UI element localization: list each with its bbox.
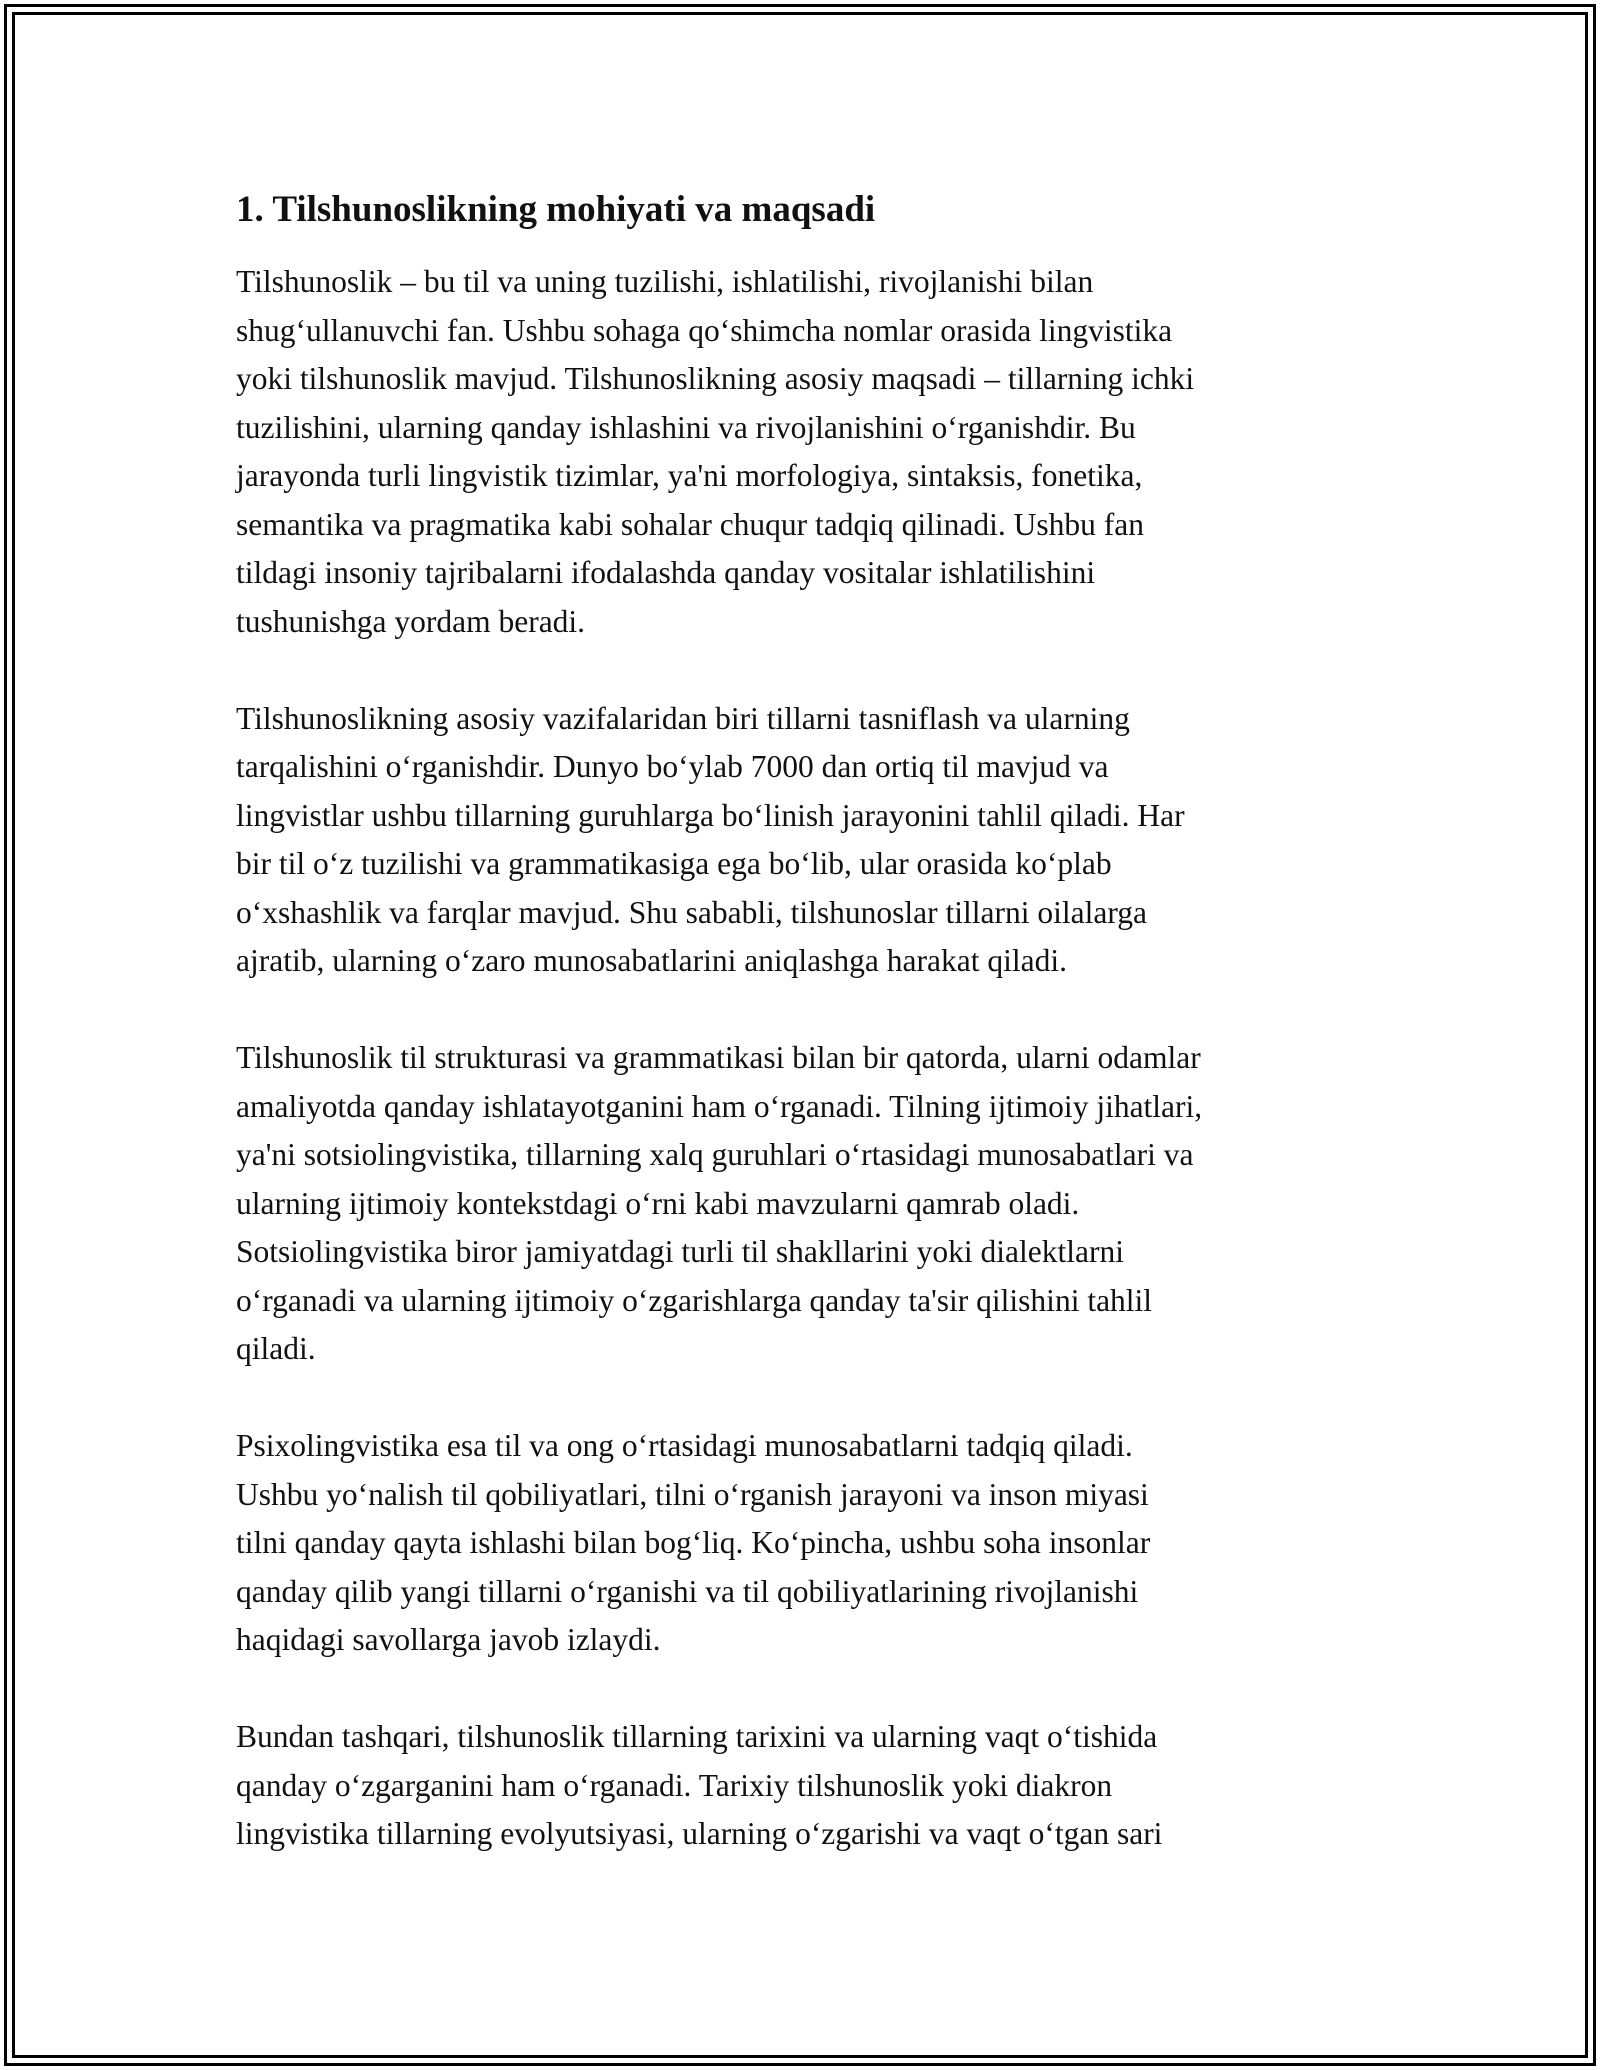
text-line: Tilshunoslikning asosiy vazifalaridan biri tillarni tasniflash va ularning	[236, 700, 1130, 736]
paragraph-3	[236, 1034, 1386, 1374]
text-line: o‘rganadi va ularning ijtimoiy o‘zgarishlarga qanday ta'sir qilishini tahlil	[236, 1282, 1153, 1318]
paragraph-1	[236, 258, 1386, 646]
text-line: Bundan tashqari, tilshunoslik tillarning tarixini va ularning vaqt o‘tishida	[236, 1719, 1158, 1754]
document-body	[236, 186, 1386, 1907]
text-line: ya'ni sotsiolingvistika, tillarning xalq guruhlari o‘rtasidagi munosabatlari va	[236, 1137, 1194, 1172]
text-line: lingvistika tillarning evolyutsiyasi, ularning o‘zgarishi va vaqt o‘tgan sari	[236, 1816, 1163, 1851]
text-line: tilni qanday qayta ishlashi bilan bog‘liq. Ko‘pincha, ushbu soha insonlar	[236, 1525, 1151, 1560]
text-line: tildagi insoniy tajribalarni ifodalashda qanday vositalar ishlatilishini	[236, 555, 1096, 590]
section-heading: 1. Tilshunoslikning mohiyati va maqsadi	[236, 189, 876, 230]
text-line: bir til o‘z tuzilishi va grammatikasiga ega bo‘lib, ular orasida ko‘plab	[236, 846, 1112, 881]
paragraph-4	[236, 1422, 1386, 1665]
paragraph-2	[236, 695, 1386, 986]
text-line: haqidagi savollarga javob izlaydi.	[236, 1622, 661, 1657]
text-line: jarayonda turli lingvistik tizimlar, ya'ni morfologiya, sintaksis, fonetika,	[236, 458, 1143, 493]
text-line: qanday o‘zgarganini ham o‘rganadi. Tarixiy tilshunoslik yoki diakron	[236, 1767, 1113, 1803]
text-line: ajratib, ularning o‘zaro munosabatlarini aniqlashga harakat qiladi.	[236, 943, 1067, 978]
text-line: o‘xshashlik va farqlar mavjud. Shu sababli, tilshunoslar tillarni oilalarga	[236, 894, 1147, 930]
text-line: Sotsiolingvistika biror jamiyatdagi turli til shakllarini yoki dialektlarni	[236, 1234, 1124, 1269]
text-line: shug‘ullanuvchi fan. Ushbu sohaga qo‘shimcha nomlar orasida lingvistika	[236, 312, 1173, 348]
text-line: qiladi.	[236, 1331, 316, 1366]
text-line: Ushbu yo‘nalish til qobiliyatlari, tilni o‘rganish jarayoni va inson miyasi	[236, 1476, 1149, 1512]
text-line: lingvistlar ushbu tillarning guruhlarga bo‘linish jarayonini tahlil qiladi. Har	[236, 797, 1185, 833]
text-line: Psixolingvistika esa til va ong o‘rtasidagi munosabatlarni tadqiq qiladi.	[236, 1428, 1133, 1463]
text-line: amaliyotda qanday ishlatayotganini ham o‘rganadi. Tilning ijtimoiy jihatlari,	[236, 1088, 1203, 1124]
text-line: Tilshunoslik til strukturasi va grammatikasi bilan bir qatorda, ularni odamlar	[236, 1040, 1201, 1075]
text-line: tuzilishini, ularning qanday ishlashini va rivojlanishini o‘rganishdir. Bu	[236, 409, 1136, 445]
text-line: Tilshunoslik – bu til va uning tuzilishi, ishlatilishi, rivojlanishi bilan	[236, 264, 1094, 299]
text-line: ularning ijtimoiy kontekstdagi o‘rni kabi mavzularni qamrab oladi.	[236, 1185, 1080, 1221]
paragraph-5	[236, 1713, 1386, 1859]
text-line: tushunishga yordam beradi.	[236, 603, 586, 639]
text-line: qanday qilib yangi tillarni o‘rganishi va til qobiliyatlarining rivojlanishi	[236, 1573, 1139, 1609]
text-line: yoki tilshunoslik mavjud. Tilshunoslikning asosiy maqsadi – tillarning ichki	[236, 361, 1195, 396]
text-line: tarqalishini o‘rganishdir. Dunyo bo‘ylab 7000 dan ortiq til mavjud va	[236, 749, 1109, 784]
text-line: semantika va pragmatika kabi sohalar chuqur tadqiq qilinadi. Ushbu fan	[236, 506, 1144, 542]
